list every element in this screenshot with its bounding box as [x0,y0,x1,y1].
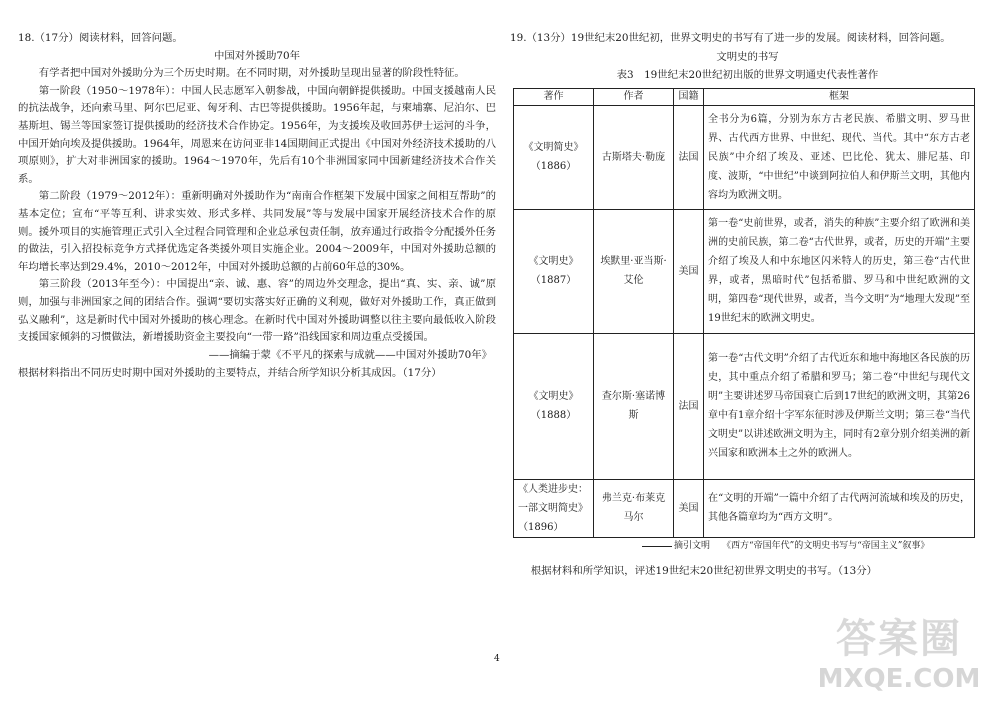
author-cell: 埃默里·亚当斯·艾伦 [594,209,674,333]
material-paragraph: 第三阶段（2013年至今）：中国提出“亲、诚、惠、容”的周边外交理念，提出“真、实、亲、诚”原则，加强与非洲国家之间的团结合作。强调“要切实落实好正确的义利观，做好对外援助工作，真正做到弘义融利”，这是新时代中国对外援助的核心理念。在新时代中国对外援助调整以往主要向最低收入阶段支援国家倾斜的习惯做法，新增援助资金主要投向“一带一路”沿线国家和周边重点受援国。 [18,278,496,344]
column-header: 国籍 [674,88,704,105]
watermark-url: MXQE.COM [817,664,981,694]
dash-divider [642,546,672,547]
works-table [513,88,975,538]
question-18-header: 18.（17分）阅读材料，回答问题。 [18,32,183,44]
author-cell: 古斯塔夫·勒庞 [594,105,674,209]
table-row [514,479,975,537]
material-title: 文明史的书写 [716,50,779,63]
frame-cell: 在“文明的开端”一篇中介绍了古代两河流域和埃及的历史，其他各篇章均为“西方文明”。 [704,479,975,537]
table-title: 表3 19世纪末20世纪初出版的世界文明通史代表性著作 [616,69,879,82]
table-row [514,209,975,333]
material-paragraph: 有学者把中国对外援助分为三个历史时期。在不同时期，对外援助呈现出显著的阶段性特征。 [38,67,465,80]
table-row [514,333,975,479]
question-19-header: 19.（13分）19世纪末20世纪初，世界文明史的书写有了进一步的发展。阅读材料，回答问题。 [510,32,951,44]
frame-cell: 全书分为6篇，分别为东方古老民族、希腊文明、罗马世界、古代西方世界、中世纪、现代、当代。其中“东方古老民族”中介绍了埃及、亚述、巴比伦、犹太、腓尼基、印度、波斯，“中世纪”中谈到阿拉伯人和伊斯兰文明，其他内容均为欧洲文明。 [704,105,975,209]
nation-cell: 法国 [674,333,704,479]
nation-cell: 法国 [674,105,704,209]
column-header: 框架 [704,88,975,105]
author-cell: 查尔斯·塞诺博斯 [594,333,674,479]
table-note-right: 《西方“帝国年代”的文明史书写与“帝国主义”叙事》 [722,540,930,551]
work-cell: 《人类进步史：一部文明简史》（1896） [514,479,594,537]
table-header-row [514,88,975,105]
table-row [514,105,975,209]
watermark-logo: 答案圈 [836,615,962,662]
page-number: 4 [494,654,500,664]
nation-cell: 美国 [674,209,704,333]
question-18 [18,30,496,383]
material-paragraph: 第二阶段（1979～2012年）：重新明确对外援助作为“南南合作框架下发展中国家之间相互帮助”的基本定位；宣布“平等互利、讲求实效、形式多样、共同发展”等与发展中国家开展经济技术合作的原则。援外项目的实施管理正式引入全过程合同管理和企业总承包责任制，放弃通过行政指令分配援外任务的做法，引入招投标竞争方式择优选定各类援外项目实施企业。2004～2009年，中国对外援助总额的年均增长率达到29.4%，2010～2012年，中国对外援助总额的占前60年总的30%。 [18,190,496,273]
table-source-line [510,539,985,553]
table-note-left: 摘引文明 [674,540,711,551]
material-title: 中国对外援助70年 [214,49,300,62]
nation-cell: 美国 [674,479,704,537]
question-19 [510,30,985,580]
work-cell: 《文明史》（1887） [514,209,594,333]
watermark [810,610,988,702]
question-18-prompt: 根据材料指出不同历史时期中国对外援助的主要特点，并结合所学知识分析其成因。（17分） [18,367,442,380]
column-header: 作者 [594,88,674,105]
material-paragraph: 第一阶段（1950～1978年）：中国人民志愿军入朝参战，中国向朝鲜提供援助。中国支援越南人民的抗法战争，还向索马里、阿尔巴尼亚、匈牙利、古巴等提供援助。1956年起，与柬埔寨、尼泊尔、巴基斯坦、锡兰等国家签订提供援助的经济技术合作协定。1956年，为支援埃及收回苏伊士运河的斗争，中国开始向埃及提供援助。1964年，周恩来在访问亚非14国期间正式提出《中国对外经济技术援助的八项原则》，扩大对非洲国家的援助。1964～1970年，先后有10个非洲国家同中国新建经济技术合作关系。 [18,84,496,185]
frame-cell: 第一卷“史前世界，或者，消失的种族”主要介绍了欧洲和美洲的史前民族，第二卷“古代世界，或者，历史的开端”主要介绍了埃及人和中东地区闪米特人的历史，第三卷“古代世界，或者，黑暗时代”包括希腊、罗马和中世纪欧洲的文明，第四卷“现代世界，或者，当今文明”为“地理大发现”至19世纪末的欧洲文明史。 [704,209,975,333]
author-cell: 弗兰克·布莱克马尔 [594,479,674,537]
work-cell: 《文明史》（1888） [514,333,594,479]
column-header: 著作 [514,88,594,105]
question-19-prompt: 根据材料和所学知识，评述19世纪末20世纪初世界文明史的书写。（13分） [530,564,877,577]
material-source: ——摘编于蒙《不平凡的探索与成就——中国对外援助70年》 [208,348,492,361]
frame-cell: 第一卷“古代文明”介绍了古代近东和地中海地区各民族的历史，其中重点介绍了希腊和罗马；第二卷“中世纪与现代文明”主要讲述罗马帝国衰亡后到17世纪的欧洲文明，其第26章中有1章介绍十字军东征时涉及伊斯兰文明；第三卷“当代文明史”以讲述欧洲文明为主，同时有2章分别介绍美洲的新兴国家和欧洲本土之外的欧洲人。 [704,333,975,479]
work-cell: 《文明简史》（1886） [514,105,594,209]
